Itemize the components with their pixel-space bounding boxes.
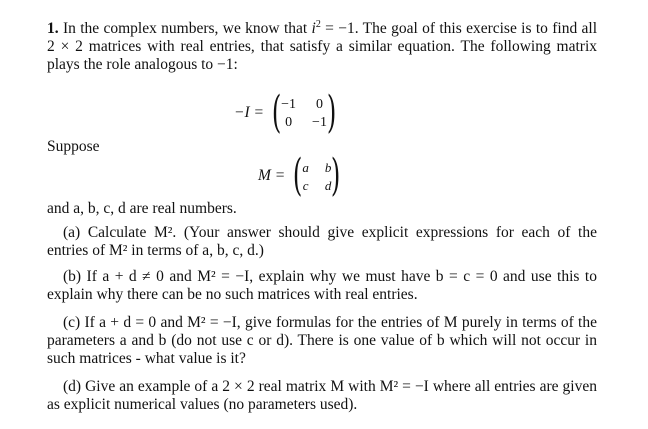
matrix-entry: −1: [312, 114, 327, 130]
left-paren-icon: (: [271, 87, 282, 138]
matrix-entry: a: [302, 159, 309, 175]
neg-identity-equation: [234, 87, 340, 138]
right-paren-icon: ): [326, 87, 337, 138]
left-paren-icon: (: [293, 150, 303, 201]
m-matrix-equation: [258, 150, 345, 201]
part-c: (c) If a + d = 0 and M² = −I, give formulas for the entries of M purely in terms of the parameters a and b (do not use c or d). There is one value of b which will not occur in such matrices - what value is it?: [47, 314, 597, 367]
matrix-entry: 0: [285, 114, 293, 130]
suppose-text: Suppose: [47, 138, 100, 155]
matrix-entry: c: [302, 177, 309, 193]
right-paren-icon: ): [331, 150, 341, 201]
part-a: (a) Calculate M². (Your answer should give explicit expressions for each of the entries of M² in terms of a, b, c, d.): [47, 224, 597, 259]
m-matrix: [302, 159, 331, 194]
matrix-entry: d: [324, 177, 332, 193]
part-d: (d) Give an example of a 2 × 2 real matrix M with M² = −I where all entries are given as explicit numerical values (no parameters used).: [47, 378, 597, 413]
intro-text-rest: = −1. The goal of this exercise is to find all 2 × 2 matrices with real entries, that satisfy a similar equation. The following matrix plays the role analogous to −1:: [47, 20, 598, 73]
real-numbers-text: and a, b, c, d are real numbers.: [47, 200, 237, 217]
matrix-entry: 0: [316, 96, 323, 112]
matrix-entry: −1: [281, 96, 297, 112]
intro-paragraph: 1. In the complex numbers, we know that $i^2 = -1$. The goal of this exercise is to find all 2 × 2 matrices with real entries, that satisfy a similar equation. The following matrix plays the role analogous to −1:: [47, 18, 598, 73]
part-b: (b) If a + d ≠ 0 and M² = −I, explain why we must have b = c = 0 and use this to explain why there can be no such matrices with real entries.: [47, 268, 597, 303]
m-matrix-lhs: M =: [258, 167, 286, 184]
imaginary-unit: i: [311, 20, 316, 37]
problem-number: 1.: [47, 20, 59, 37]
neg-identity-lhs: −I =: [234, 104, 264, 121]
intro-text-start: In the complex numbers, we know that: [62, 20, 312, 37]
neg-identity-matrix: [281, 96, 327, 131]
matrix-entry: b: [324, 159, 332, 175]
